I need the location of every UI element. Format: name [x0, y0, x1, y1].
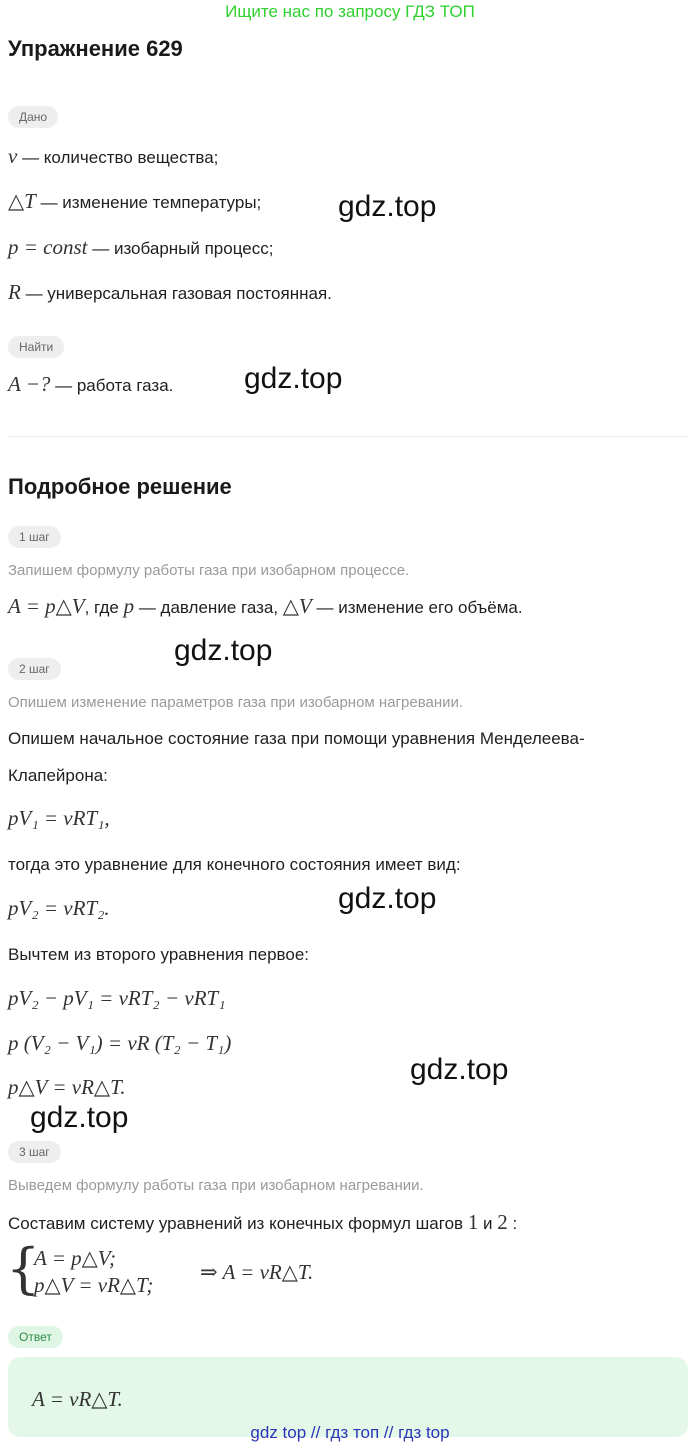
step2-text-3: Вычтем из второго уравнения первое:: [8, 945, 310, 964]
system-result: ⇒ A = νR△T.: [200, 1260, 314, 1284]
answer-badge: [8, 1326, 63, 1348]
step2-badge: [8, 658, 61, 680]
step-ref-2: 2: [497, 1210, 508, 1234]
step2-text-1b: Клапейрона:: [8, 766, 108, 785]
step1-label: 1 шаг: [8, 526, 61, 548]
step1-p: p: [123, 594, 135, 618]
system-brace: {: [6, 1237, 41, 1300]
step1-badge: [8, 526, 61, 548]
r-symbol: R: [8, 280, 21, 304]
step-ref-1: 1: [467, 1210, 479, 1234]
promo-banner: Ищите нас по запросу ГДЗ ТОП: [225, 2, 475, 21]
dt-symbol: △T: [8, 189, 36, 213]
given-badge: [8, 106, 58, 128]
step3-badge: [8, 1141, 61, 1163]
step3-label: 3 шаг: [8, 1141, 61, 1163]
step2-label: 2 шаг: [8, 658, 61, 680]
watermark: gdz.top: [338, 190, 437, 223]
p-symbol: p = const: [8, 235, 88, 259]
given-p-line: [8, 235, 273, 260]
step3-colon: :: [512, 1214, 518, 1233]
given-dt-line: [8, 189, 261, 214]
step2-text-2: тогда это уравнение для конечного состояния имеет вид:: [8, 855, 461, 874]
step1-text-where: , где: [84, 598, 124, 617]
eq-final-state: pV₂ = νRT₂.: [8, 896, 110, 920]
given-r-line: [8, 280, 332, 305]
watermark: gdz.top: [338, 882, 437, 915]
step1-description: Запишем формулу работы газа при изобарном процессе.: [8, 562, 410, 579]
footer-links[interactable]: gdz top // гдз топ // гдз top: [250, 1423, 450, 1442]
watermark: gdz.top: [244, 362, 343, 395]
step1-text-pressure: — давление газа,: [134, 598, 283, 617]
find-label: Найти: [8, 336, 64, 358]
system-eq-1: A = p△V;: [34, 1246, 117, 1270]
step2-eq-factored: [8, 1031, 231, 1056]
dt-text: — изменение температуры;: [40, 193, 262, 212]
step3-text-line: [8, 1210, 517, 1235]
step2-eq-difference: [8, 986, 226, 1011]
step3-and: и: [483, 1214, 493, 1233]
eq-initial-state: pV₁ = νRT₁,: [8, 806, 110, 830]
eq-step2-result: p△V = νR△T.: [8, 1075, 126, 1099]
step1-text-volume: — изменение его объёма.: [311, 598, 523, 617]
p-text: — изобарный процесс;: [92, 239, 274, 258]
system-eq-2: p△V = νR△T;: [34, 1273, 154, 1297]
answer-label: Ответ: [8, 1326, 63, 1348]
page-title: Упражнение 629: [8, 36, 183, 61]
solution-title: Подробное решение: [8, 474, 232, 499]
answer-formula: A = νR△T.: [32, 1387, 123, 1411]
r-text: — универсальная газовая постоянная.: [25, 284, 332, 303]
find-symbol: A −?: [8, 372, 51, 396]
step2-eq-initial: [8, 806, 110, 831]
step2-description: Опишем изменение параметров газа при изобарном нагревании.: [8, 694, 464, 711]
watermark: gdz.top: [410, 1053, 509, 1086]
step2-eq-final: [8, 896, 110, 921]
find-text: — работа газа.: [55, 376, 174, 395]
step3-text: Составим систему уравнений из конечных формул шагов: [8, 1214, 464, 1233]
eq-difference: pV₂ − pV₁ = νRT₂ − νRT₁: [8, 986, 226, 1010]
work-formula: A = p△V: [8, 594, 85, 618]
given-nu-line: [8, 144, 218, 169]
nu-symbol: ν: [8, 144, 18, 168]
step2-text-1: Опишем начальное состояние газа при помощи уравнения Менделеева-: [8, 729, 585, 748]
given-label: Дано: [8, 106, 58, 128]
eq-factored: p (V₂ − V₁) = νR (T₂ − T₁): [8, 1031, 232, 1055]
step2-eq-result: [8, 1075, 125, 1100]
step3-description: Выведем формулу работы газа при изобарном нагревании.: [8, 1177, 424, 1194]
watermark: gdz.top: [174, 634, 273, 667]
section-divider: [8, 436, 688, 437]
find-badge: [8, 336, 64, 358]
step1-dv: △V: [282, 594, 312, 618]
find-line: [8, 372, 173, 397]
watermark: gdz.top: [30, 1101, 129, 1134]
step1-formula-line: [8, 594, 523, 619]
nu-text: — количество вещества;: [22, 148, 219, 167]
